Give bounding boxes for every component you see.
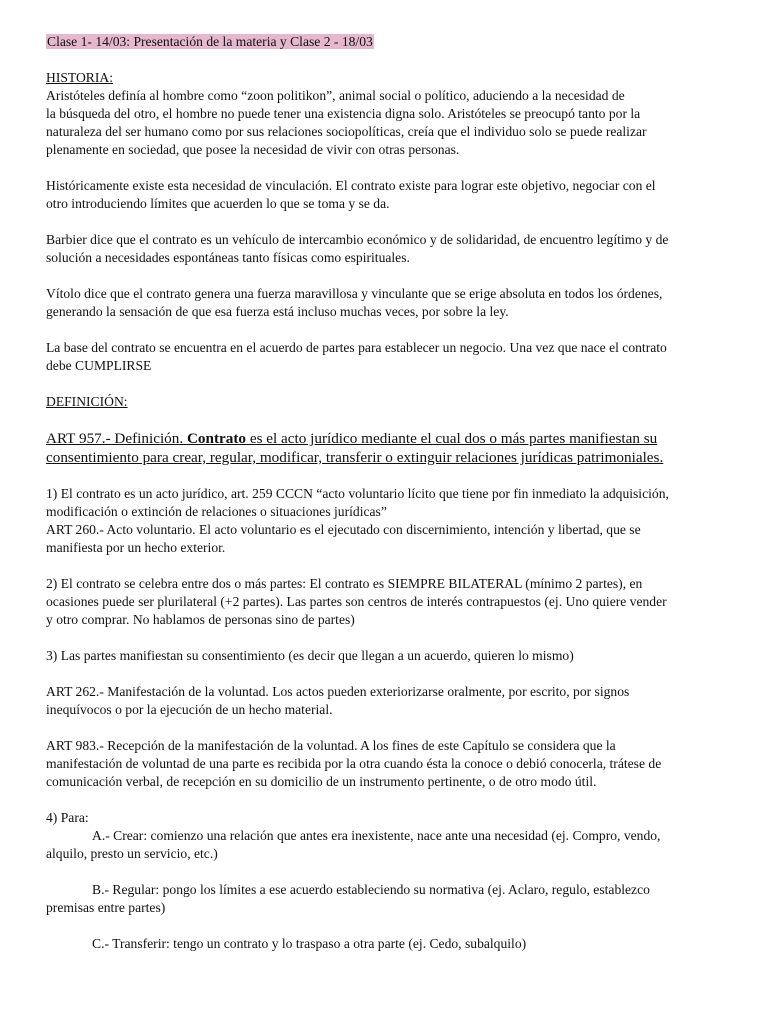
article-957: [46, 429, 726, 467]
text-line: Aristóteles definía al hombre como “zoon politikon”, animal social o político, aduciendo a la necesidad de: [46, 88, 625, 103]
text-line: A.- Crear: comienzo una relación que antes era inexistente, nace ante una necesidad (ej. Compro, vendo,: [92, 828, 661, 843]
text-line: ART 983.- Recepción de la manifestación de la voluntad. A los fines de este Capítulo se considera que la: [46, 738, 616, 753]
text-line: modificación o extinción de relaciones o situaciones jurídicas”: [46, 504, 387, 519]
text-line: Históricamente existe esta necesidad de vinculación. El contrato existe para lograr este objetivo, negociar con el: [46, 178, 656, 193]
title-highlight: Clase 1- 14/03: Presentación de la materia y Clase 2 - 18/03: [47, 34, 373, 49]
text-line: ocasiones puede ser plurilateral (+2 partes). Las partes son centros de interés contrapuestos (ej. Uno quiere vender: [46, 594, 667, 609]
text-line: la búsqueda del otro, el hombre no puede tener una existencia digna solo. Aristóteles se preocupó tanto por la: [46, 106, 641, 121]
paragraph-historicamente: [46, 177, 726, 213]
text-line: generando la sensación de que esa fuerza está incluso muchas veces, por sobre la ley.: [46, 304, 509, 319]
text-line: ART 260.- Acto voluntario. El acto voluntario es el ejecutado con discernimiento, intención y libertad, que se: [46, 522, 641, 537]
article-957-bold-term: Contrato: [186, 430, 247, 447]
text-line: inequívocos o por la ejecución de un hecho material.: [46, 702, 333, 717]
text-line: manifestación de voluntad de una parte es recibida por la otra cuando ésta la conoce o debió conocerla, trátese de: [46, 756, 662, 771]
article-957-line-1: [46, 429, 726, 448]
text-line: 2) El contrato se celebra entre dos o más partes: El contrato es SIEMPRE BILATERAL (mínimo 2 partes), en: [46, 576, 643, 591]
text-line: B.- Regular: pongo los límites a ese acuerdo estableciendo su normativa (ej. Aclaro, regulo, establezco: [92, 882, 650, 897]
document-title: [46, 33, 726, 51]
item-1: [46, 485, 726, 557]
text-line: alquilo, presto un servicio, etc.): [46, 846, 218, 861]
historia-heading: HISTORIA:: [46, 70, 113, 85]
paragraph-aristoteles: [46, 87, 726, 159]
text-line: C.- Transferir: tengo un contrato y lo traspaso a otra parte (ej. Cedo, subalquilo): [92, 936, 527, 951]
text-line: naturaleza del ser humano como por sus relaciones sociopolíticas, creía que el individuo solo se puede realizar: [46, 124, 647, 139]
text-line: Barbier dice que el contrato es un vehículo de intercambio económico y de solidaridad, de encuentro legítimo y de: [46, 232, 669, 247]
text-line: y otro comprar. No hablamos de personas sino de partes): [46, 612, 355, 627]
item-3: [46, 647, 726, 665]
definicion-heading: DEFINICIÓN:: [46, 394, 128, 409]
paragraph-vitolo: [46, 285, 726, 321]
text-line: comunicación verbal, de recepción en su domicilio de un instrumento pertinente, o de otro modo útil.: [46, 774, 597, 789]
item-4-intro: 4) Para:: [46, 810, 89, 825]
article-983: [46, 737, 726, 791]
text-line: La base del contrato se encuentra en el acuerdo de partes para establecer un negocio. Una vez que nace el contrato: [46, 340, 667, 355]
text-line: 1) El contrato es un acto jurídico, art. 259 CCCN “acto voluntario lícito que tiene por fin inmediato la adquisición,: [46, 486, 669, 501]
text-line: manifiesta por un hecho exterior.: [46, 540, 226, 555]
paragraph-barbier: [46, 231, 726, 267]
item-4b: [46, 881, 726, 917]
item-2: [46, 575, 726, 629]
article-262: [46, 683, 726, 719]
text-line: 3) Las partes manifiestan su consentimiento (es decir que llegan a un acuerdo, quieren lo mismo): [46, 648, 574, 663]
text-line: solución a necesidades espontáneas tanto físicas como espirituales.: [46, 250, 410, 265]
text-line: Vítolo dice que el contrato genera una fuerza maravillosa y vinculante que se erige absoluta en todos los órdenes,: [46, 286, 663, 301]
document-page: [46, 33, 726, 953]
item-4c: [46, 935, 726, 953]
paragraph-base-contrato: [46, 339, 726, 375]
text-line: otro introduciendo límites que acuerden lo que se toma y se da.: [46, 196, 390, 211]
text-line: plenamente en sociedad, que posee la necesidad de vivir con otras personas.: [46, 142, 460, 157]
text-line: ART 262.- Manifestación de la voluntad. Los actos pueden exteriorizarse oralmente, por escrito, por signos: [46, 684, 630, 699]
text-line: premisas entre partes): [46, 900, 166, 915]
article-957-rest: es el acto jurídico mediante el cual dos o más partes manifiestan su: [246, 430, 658, 447]
article-957-prefix: ART 957.- Definición.: [46, 430, 187, 447]
article-957-line-2: consentimiento para crear, regular, modificar, transferir o extinguir relaciones jurídicas patrimoniales.: [46, 449, 664, 466]
text-line: debe CUMPLIRSE: [46, 358, 152, 373]
item-4a: [46, 827, 726, 863]
